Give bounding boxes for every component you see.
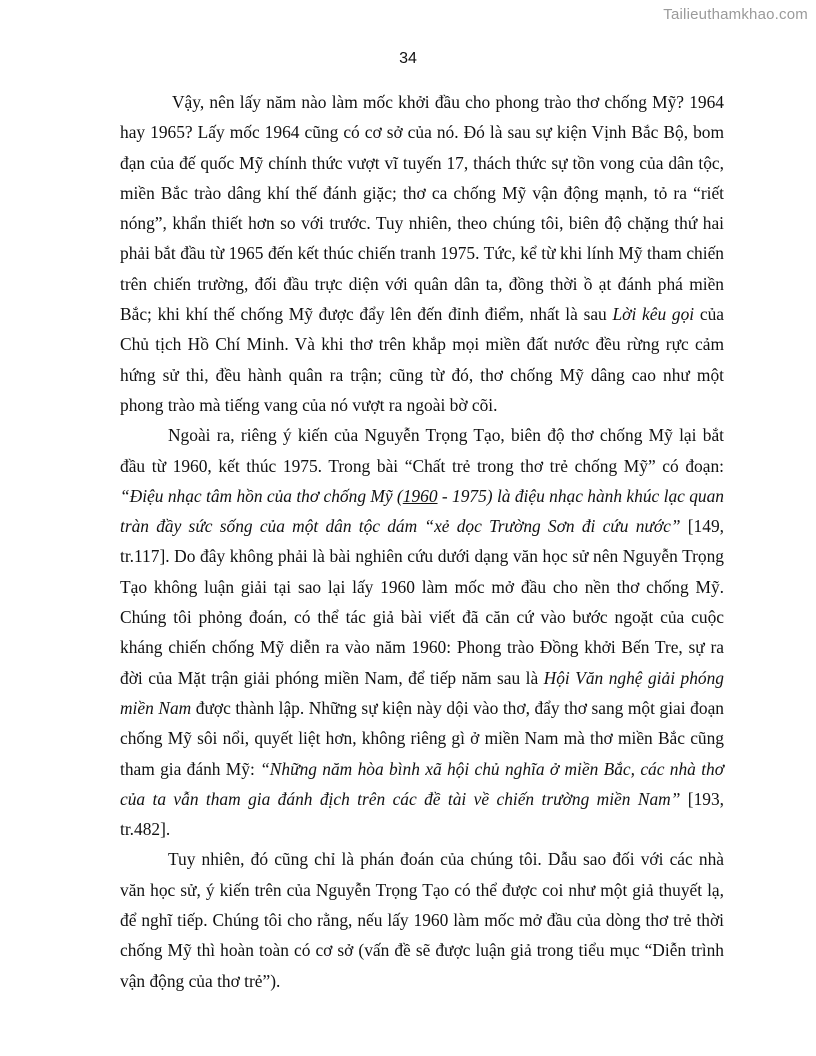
paragraph-2-quote-2: “Những năm hòa bình xã hội chủ nghĩa ở miền Bắc, các nhà thơ của ta vẫn tham gia đánh địch trên các đề tài về chiến trường miền Nam” bbox=[120, 758, 724, 809]
paragraph-1-text-2: của Chủ tịch Hồ Chí Minh. Và khi thơ trên khắp mọi miền đất nước đều rừng rực cảm hứng sử thi, đều hành quân ra trận; cũng từ đó, thơ chống Mỹ dâng cao như một phong trào mà tiếng vang của nó vượt ra ngoài bờ cõi. bbox=[120, 304, 724, 415]
paragraph-1-italic-1: Lời kêu gọi bbox=[612, 304, 695, 325]
paragraph-2-quote-underlined-year: 1960 bbox=[402, 485, 438, 506]
paragraph-2-text-1: Ngoài ra, riêng ý kiến của Nguyễn Trọng Tạo, biên độ thơ chống Mỹ lại bắt đầu từ 1960, kết thúc 1975. Trong bài “Chất trẻ trong thơ trẻ chống Mỹ” có đoạn: bbox=[120, 425, 724, 476]
paragraph-2-quote-part-2: - 1975) là điệu nhạc hành khúc lạc quan tràn đầy sức sống của một dân tộc dám “xẻ dọc Trường Sơn đi cứu nước” bbox=[120, 485, 725, 537]
watermark-text: Tailieuthamkhao.com bbox=[663, 6, 808, 23]
paragraph-3-text-1: Tuy nhiên, đó cũng chỉ là phán đoán của chúng tôi. Dẫu sao đối với các nhà văn học sử, ý kiến trên của Nguyễn Trọng Tạo có thể được coi như một giả thuyết lạ, để nghĩ tiếp. Chúng tôi cho rằng, nếu lấy 1960 làm mốc mở đầu của dòng thơ trẻ thời chống Mỹ thì hoàn toàn có cơ sở (vấn đề sẽ được luận giả trong tiểu mục “Diễn trình vận động của thơ trẻ”). bbox=[120, 849, 724, 991]
document-body bbox=[120, 87, 724, 996]
page-number: 34 bbox=[399, 50, 417, 67]
paragraph-2-text-4: [193, tr.482]. bbox=[120, 788, 725, 840]
paragraph-2-text-3: được thành lập. Những sự kiện này dội vào thơ, đẩy thơ sang một giai đoạn chống Mỹ sôi nổi, quyết liệt hơn, không riêng gì ở miền Nam mà thơ miền Bắc cũng tham gia đánh Mỹ: bbox=[120, 697, 724, 779]
paragraph-1-text-1: Vậy, nên lấy năm nào làm mốc khởi đầu cho phong trào thơ chống Mỹ? 1964 hay 1965? Lấy mốc 1964 cũng có cơ sở của nó. Đó là sau sự kiện Vịnh Bắc Bộ, bom đạn của đế quốc Mỹ chính thức vượt vĩ tuyến 17, thách thức sự tồn vong của dân tộc, miền Bắc trào dâng khí thế đánh giặc; thơ ca chống Mỹ vận động mạnh, tỏ ra “riết nóng”, khẩn thiết hơn so với trước. Tuy nhiên, theo chúng tôi, biên độ chặng thứ hai phải bắt đầu từ 1965 đến kết thúc chiến tranh 1975. Tức, kể từ khi lính Mỹ tham chiến trên chiến trường, đối đầu trực diện với quân dân ta, đồng thời ồ ạt đánh phá miền Bắc; khi khí thế chống Mỹ được đẩy lên đến đỉnh điểm, nhất là sau bbox=[120, 92, 724, 325]
paragraph-1 bbox=[120, 87, 724, 420]
paragraph-2 bbox=[120, 420, 724, 844]
paragraph-2-quote-part-1: “Điệu nhạc tâm hồn của thơ chống Mỹ ( bbox=[120, 485, 403, 506]
paragraph-3 bbox=[120, 844, 724, 995]
paragraph-2-text-2: [149, tr.117]. Do đây không phải là bài nghiên cứu dưới dạng văn học sử nên Nguyễn Trọng Tạo không luận giải tại sao lại lấy 1960 làm mốc mở đầu cho nền thơ chống Mỹ. Chúng tôi phỏng đoán, có thể tác giả bài viết đã căn cứ vào bước ngoặt của cuộc kháng chiến chống Mỹ diễn ra vào năm 1960: Phong trào Đồng khởi Bến Tre, sự ra đời của Mặt trận giải phóng miền Nam, để tiếp năm sau là bbox=[120, 516, 724, 688]
paragraph-2-italic-3: Hội Văn nghệ giải phóng miền Nam bbox=[120, 667, 724, 718]
